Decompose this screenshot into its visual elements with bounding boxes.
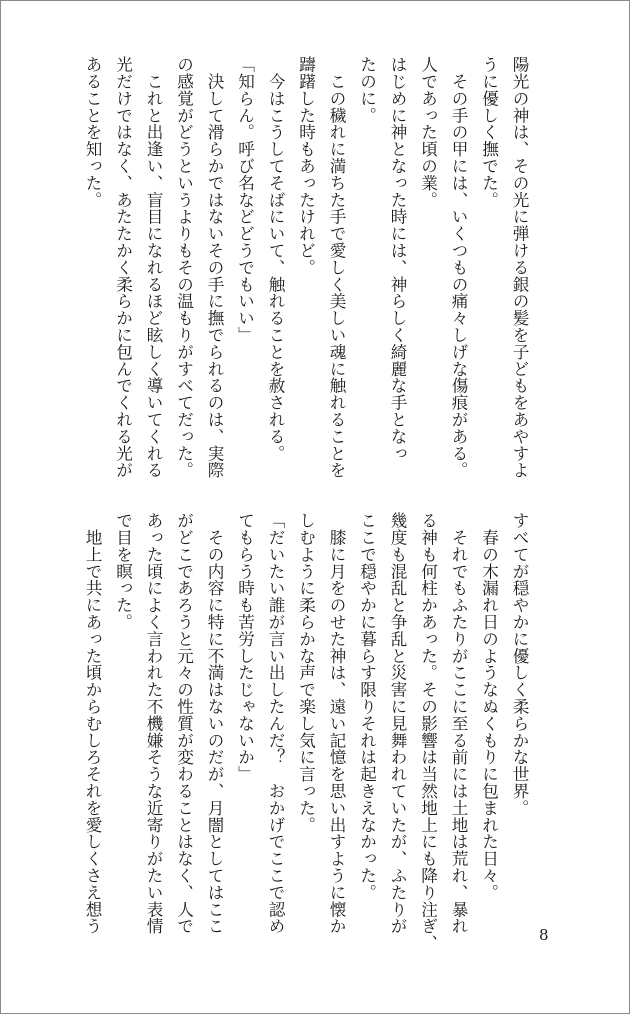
text-line: 膝に月をのせた神は、遠い記憶を思い出すように懐か — [327, 512, 346, 935]
text-line: たのに。 — [357, 56, 377, 124]
text-line: これと出逢い、盲目になれるほど眩しく導いてくれる — [144, 56, 163, 479]
text-line: はじめに神となった時には、神らしく綺麗な手となっ — [388, 56, 407, 462]
page-number: 8 — [539, 926, 549, 944]
text-line: 今はこうしてそばにいて、触れることを赦される。 — [266, 56, 285, 462]
text-column-bottom — [77, 512, 535, 952]
text-line: あることを知った。 — [83, 56, 102, 209]
text-line: てもらう時も苦労したじゃないか」 — [235, 512, 255, 783]
text-line: 人であった頃の業。 — [418, 56, 438, 209]
text-line: 陽光の神は、その光に弾ける銀の髪を子どもをあやすよ — [510, 56, 529, 479]
text-line: 「知らん。呼び名などどうでもいい」 — [235, 56, 255, 344]
text-line: その手の甲には、いくつもの痛々しげな傷痕がある。 — [449, 56, 468, 479]
text-line: 決して滑らかではないその手に撫でられるのは、実際 — [205, 56, 224, 479]
text-line: 躊躇した時もあったけれど。 — [296, 56, 316, 276]
text-line: この穢れに満ちた手で愛しく美しい魂に触れることを — [327, 56, 346, 479]
text-line: 春の木漏れ日のようなぬくもりに包まれた日々。 — [479, 512, 499, 901]
text-line: る神も何柱かあった。その影響は当然地上にも降り注ぎ、 — [418, 512, 438, 952]
text-line: 光だけではなく、あたたかく柔らかに包んでくれる光が — [113, 56, 133, 479]
text-line: がどこであろうと元々の性質が変わることはなく、人で — [174, 512, 194, 935]
text-line: 「だいたい誰が言い出したんだ？ おかげでここで認め — [266, 512, 285, 935]
text-line: うに優しく撫でた。 — [479, 56, 499, 209]
text-line: すべてが穏やかに優しく柔らかな世界。 — [510, 512, 529, 817]
text-line: 地上で共にあった頃からむしろそれを愛しくさえ想う — [83, 512, 102, 935]
text-line: ここで穏やかに暮らす限りそれは起きえなかった。 — [357, 512, 377, 901]
text-line: しむように柔らかな声で楽し気に言った。 — [296, 512, 316, 834]
text-line: あった頃によく言われた不機嫌そうな近寄りがたい表情 — [144, 512, 163, 935]
text-column-top — [77, 56, 535, 496]
text-line: それでもふたりがここに至る前には土地は荒れ、暴れ — [449, 512, 468, 935]
text-line: 幾度も混乱と争乱と災害に見舞われていたが、ふたりが — [388, 512, 407, 935]
text-line: その内容に特に不満はないのだが、月闇としてはここ — [205, 512, 224, 935]
text-line: の感覚がどうというよりもその温もりがすべてだった。 — [174, 56, 194, 479]
text-line: で目を瞑った。 — [113, 512, 133, 631]
